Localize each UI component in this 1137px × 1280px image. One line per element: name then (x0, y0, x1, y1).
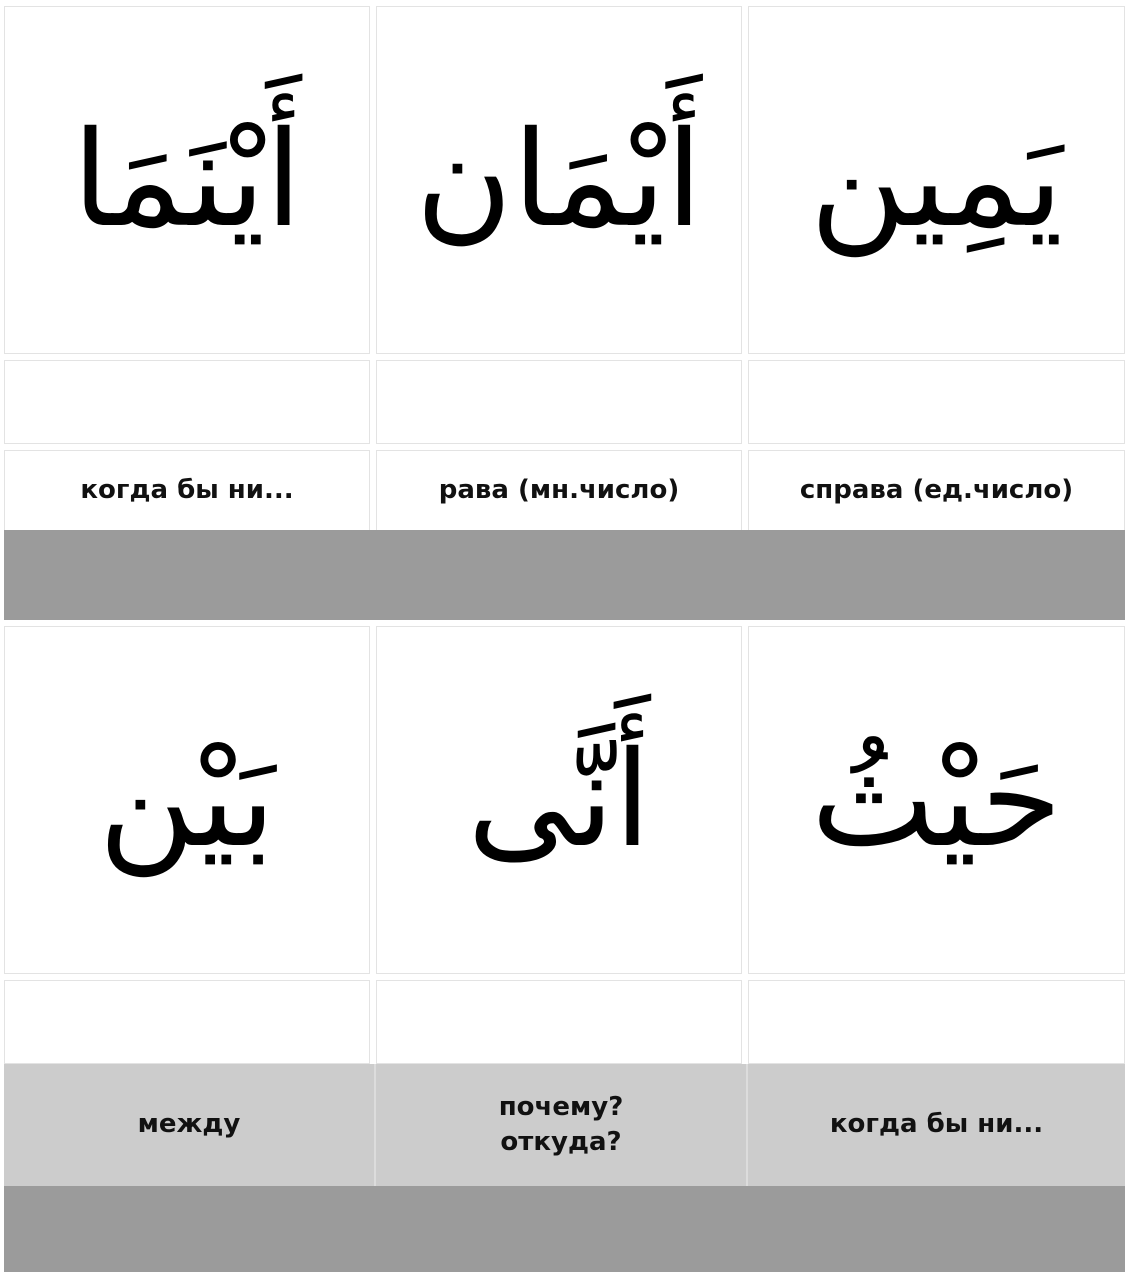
blank-cell (376, 980, 742, 1064)
translation-label: когда бы ни... (829, 1109, 1044, 1140)
blank-cell (4, 980, 370, 1064)
blank-cell (4, 360, 370, 444)
blank-row-1 (4, 360, 1125, 444)
divider-band (4, 530, 1125, 620)
arabic-word: أَيْمَان (415, 103, 703, 257)
arabic-word: حَيْثُ (810, 723, 1063, 877)
blank-row-2 (4, 980, 1125, 1064)
translation-cell (376, 450, 742, 530)
word-card (748, 6, 1125, 354)
blank-cell (748, 980, 1125, 1064)
divider-band (4, 1186, 1125, 1272)
arabic-word: يَمِين (809, 103, 1064, 257)
translation-cell (748, 1064, 1125, 1186)
arabic-word: أَنَّى (467, 723, 651, 877)
arabic-word: أَيْنَمَا (72, 103, 302, 257)
word-card (376, 6, 742, 354)
arabic-word: بَيْن (98, 723, 276, 877)
translation-label: справа (ед.число) (799, 474, 1074, 505)
translation-label: рава (мн.число) (438, 474, 680, 505)
translation-cell (376, 1064, 748, 1186)
word-card (748, 626, 1125, 974)
translation-cell (748, 450, 1125, 530)
blank-cell (748, 360, 1125, 444)
translation-cell (4, 1064, 376, 1186)
word-row-2 (4, 626, 1125, 974)
translation-label: между (137, 1109, 241, 1140)
word-row-1 (4, 6, 1125, 354)
blank-cell (376, 360, 742, 444)
word-card (4, 626, 370, 974)
flashcard-sheet (4, 6, 1125, 1272)
translation-row-1 (4, 450, 1125, 530)
word-card (376, 626, 742, 974)
translation-label: почему? откуда? (498, 1091, 624, 1157)
translation-row-2 (4, 1064, 1125, 1186)
translation-cell (4, 450, 370, 530)
word-card (4, 6, 370, 354)
translation-label: когда бы ни... (80, 474, 294, 505)
